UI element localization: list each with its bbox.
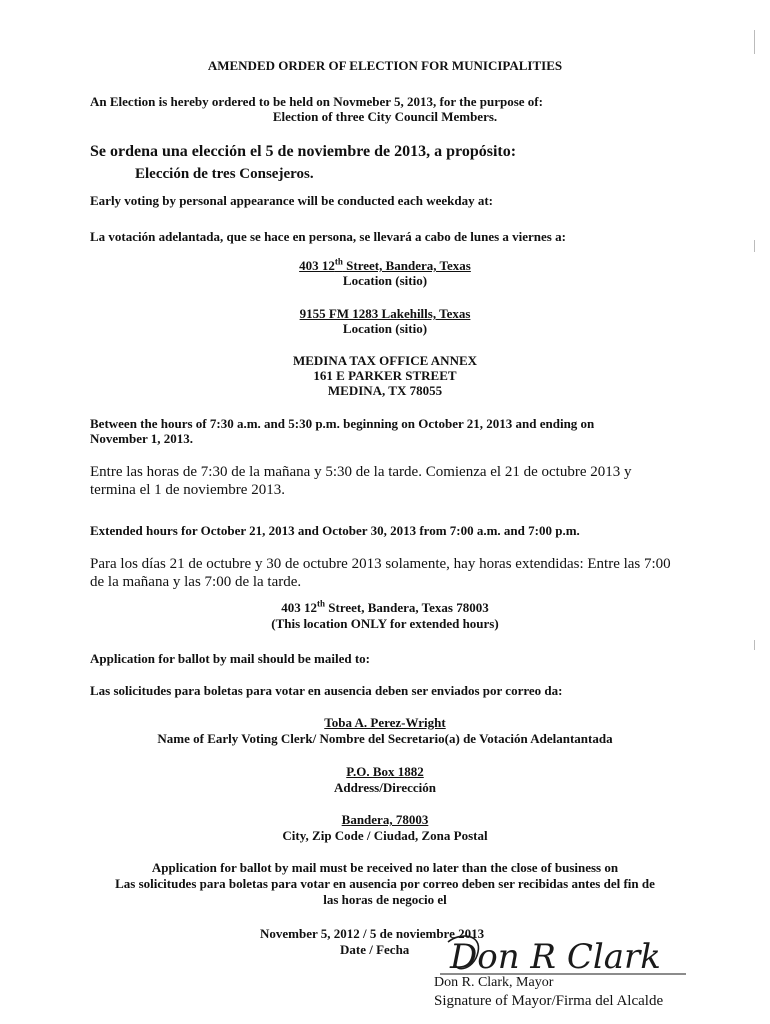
extended-location-note: (This location ONLY for extended hours) (271, 616, 499, 631)
location-1-address: 403 12th Street, Bandera, Texas (299, 256, 471, 273)
deadline-spanish-line1: Las solicitudes para boletas para votar en ausencia por correo deben ser recibidas antes del fin de (115, 876, 655, 891)
extended-hours-english: Extended hours for October 21, 2013 and October 30, 2013 from 7:00 a.m. and 7:00 p.m. (90, 523, 580, 538)
extended-location-address: 403 12th Street, Bandera, Texas 78003 (281, 598, 489, 615)
intro-spanish-line1: Se ordena una elección el 5 de noviembre de 2013, a propósito: (90, 143, 517, 160)
location-2-label: Location (sitio) (342, 321, 428, 336)
hours-english-line1: Between the hours of 7:30 a.m. and 5:30 p.m. beginning on October 21, 2013 and ending on (90, 416, 595, 431)
hours-spanish-line1: Entre las horas de 7:30 de la mañana y 5:30 de la tarde. Comienza el 21 de octubre 2013 y (90, 464, 632, 480)
signature-date: November 5, 2012 / 5 de noviembre 2013 (260, 926, 485, 941)
document-title: AMENDED ORDER OF ELECTION FOR MUNICIPALITIES (207, 58, 563, 73)
annex-street: 161 E PARKER STREET (313, 368, 457, 383)
location-1-label: Location (sitio) (342, 273, 428, 288)
clerk-address: P.O. Box 1882 (346, 764, 424, 779)
mayor-signature-label: Signature of Mayor/Firma del Alcalde (434, 993, 664, 1009)
location-2-address: 9155 FM 1283 Lakehills, Texas (299, 306, 471, 321)
clerk-city: Bandera, 78003 (341, 812, 429, 827)
mail-spanish: Las solicitudes para boletas para votar en ausencia deben ser enviados por correo da: (90, 683, 563, 698)
intro-spanish-line2: Elección de tres Consejeros. (135, 166, 314, 182)
clerk-address-label: Address/Dirección (333, 780, 437, 795)
intro-english-line2: Election of three City Council Members. (272, 109, 498, 124)
annex-name: MEDINA TAX OFFICE ANNEX (292, 353, 478, 368)
clerk-city-label: City, Zip Code / Ciudad, Zona Postal (282, 828, 488, 843)
deadline-spanish-line2: las horas de negocio el (323, 892, 447, 907)
signature-handwriting: Don R Clark (450, 937, 661, 977)
mail-english: Application for ballot by mail should be mailed to: (90, 651, 371, 666)
intro-english-line1: An Election is hereby ordered to be held on Novmeber 5, 2013, for the purpose of: (90, 94, 543, 109)
extended-hours-spanish-line2: de la mañana y las 7:00 de la tarde. (90, 574, 302, 590)
hours-english-line2: November 1, 2013. (90, 431, 194, 446)
annex-city: MEDINA, TX 78055 (327, 383, 443, 398)
deadline-english: Application for ballot by mail must be received no later than the close of business on (151, 860, 619, 875)
signature-date-label: Date / Fecha (340, 942, 410, 957)
mayor-name: Don R. Clark, Mayor (434, 975, 554, 990)
clerk-label: Name of Early Voting Clerk/ Nombre del Secretario(a) de Votación Adelantantada (157, 731, 613, 746)
mayor-signature (440, 928, 690, 980)
hours-spanish-line2: termina el 1 de noviembre 2013. (90, 482, 285, 498)
early-voting-english: Early voting by personal appearance will be conducted each weekday at: (90, 193, 493, 208)
early-voting-spanish: La votación adelantada, que se hace en persona, se llevará a cabo de lunes a viernes a: (90, 229, 566, 244)
clerk-name: Toba A. Perez-Wright (324, 715, 446, 730)
extended-hours-spanish-line1: Para los días 21 de octubre y 30 de octubre 2013 solamente, hay horas extendidas: Entre las 7:00 (90, 556, 671, 572)
